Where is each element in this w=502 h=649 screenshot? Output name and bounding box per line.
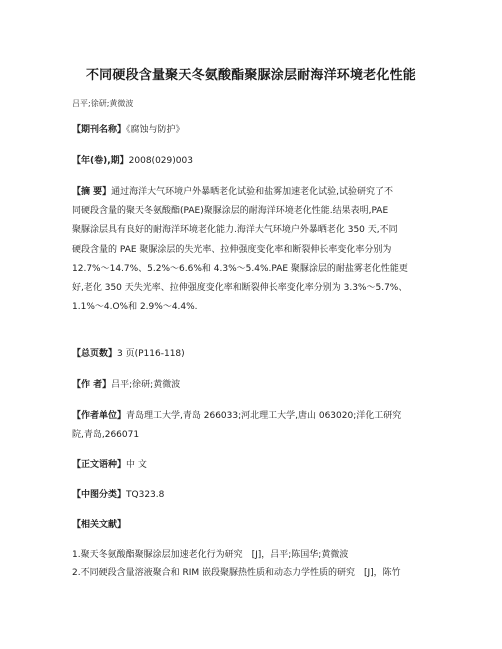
abstract-line: 12.7%～14.7%、5.2%～6.6%和 4.3%～5.4%.PAE 聚脲涂层的耐盐雾老化性能更: [72, 263, 408, 274]
abstract-line: 好,老化 350 天失光率、拉伸强度变化率和断裂伸长率变化率分别为 3.3%～5.7%、: [72, 283, 408, 294]
journal-label: 【期刊名称】: [72, 125, 127, 135]
pages-label: 【总页数】: [72, 349, 118, 359]
clc-label: 【中图分类】: [72, 490, 127, 500]
reference-item[interactable]: 1.聚天冬氨酸酯聚脲涂层加速老化行为研究 [J]，吕平;陈国华;黄微波: [72, 550, 349, 560]
clc-value: TQ323.8: [126, 490, 165, 500]
language-value: 中 文: [126, 460, 147, 470]
abstract-line: 聚脲涂层具有良好的耐海洋环境老化能力.海洋大气环境户外暴晒老化 350 天,不同: [72, 225, 398, 236]
affiliation-value-line2: 院,青岛,266071: [72, 430, 140, 440]
abstract-line: 通过海洋大气环境户外暴晒老化试验和盐雾加速老化试验,试验研究了不: [111, 187, 394, 197]
affiliation-field: [72, 407, 401, 445]
author-line: 吕平;徐研;黄微波: [72, 99, 134, 108]
reference-list: [72, 546, 401, 582]
related-label: 【相关文献】: [72, 520, 127, 530]
journal-field: [72, 121, 185, 140]
abstract-line: 同硬段含量的聚天冬氨酸酯(PAE)聚脲涂层的耐海洋环境老化性能.结果表明,PAE: [72, 206, 389, 217]
year-issue-value: 2008(029)003: [128, 156, 193, 166]
abstract-line: 1.1%～4.O%和 2.9%～4.4%.: [72, 302, 198, 313]
year-issue-label: 【年(卷),期】: [72, 156, 129, 166]
related-field: [72, 516, 126, 535]
year-issue-field: [72, 152, 193, 171]
abstract-block: [72, 183, 442, 317]
author-label: 【作 者】: [72, 380, 112, 390]
clc-field: [72, 486, 164, 505]
abstract-label: 【摘 要】: [72, 187, 112, 197]
author-field: [72, 376, 180, 395]
affiliation-value-line1: 青岛理工大学,青岛 266033;河北理工大学,唐山 063020;洋化工研究: [126, 411, 402, 421]
journal-value: 《腐蚀与防护》: [126, 125, 185, 135]
language-field: [72, 456, 147, 475]
pages-value: 3 页(P116-118): [117, 349, 185, 359]
page-title: 不同硬段含量聚天冬氨酸酯聚脲涂层耐海洋环境老化性能: [85, 68, 416, 83]
abstract-line: 硬段含量的 PAE 聚脲涂层的失光率、拉伸强度变化率和断裂伸长率变化率分别为: [72, 244, 392, 255]
pages-field: [72, 345, 185, 364]
affiliation-label: 【作者单位】: [72, 411, 127, 421]
reference-item[interactable]: 2.不同硬段含量溶液聚合和 RIM 嵌段聚脲热性质和动态力学性质的研究 [J]，陈竹: [72, 568, 401, 578]
author-value: 吕平;徐研;黄微波: [111, 380, 181, 390]
language-label: 【正文语种】: [72, 460, 127, 470]
